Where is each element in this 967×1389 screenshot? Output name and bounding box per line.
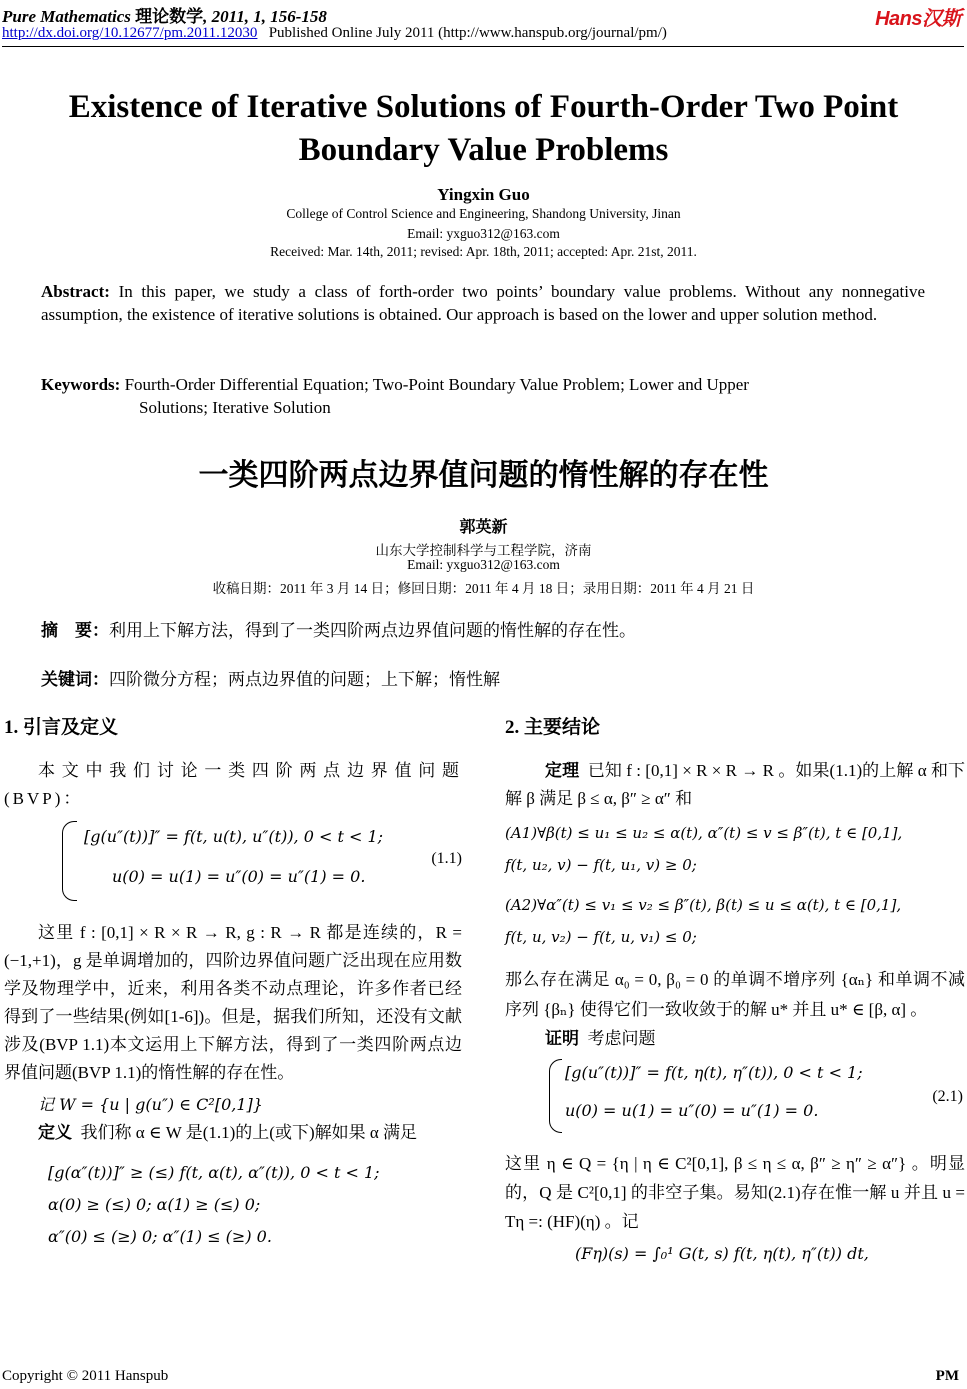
condition-a2-line2: f(t, u, v₂) − f(t, u, v₁) ≤ 0; xyxy=(505,928,697,946)
footer-copyright: Copyright © 2011 Hanspub xyxy=(2,1368,169,1384)
abstract-text: In this paper, we study a class of forth-order two points’ boundary value problems. Without any nonnegative assumption, the existence of iterative solutions is obtained. Our approach is based on the lower and upper solution method. xyxy=(41,282,926,324)
author-cn: 郭英新 xyxy=(459,519,508,536)
section1-heading: 1. 引言及定义 xyxy=(4,717,119,738)
definition xyxy=(4,1119,462,1147)
proof-label: 证明 xyxy=(545,1029,579,1048)
email-en: Email: yxguo312@163.com xyxy=(407,226,560,241)
author-en: Yingxin Guo xyxy=(437,185,530,204)
keywords-en xyxy=(41,373,925,419)
abstract-cn-text: 利用上下解方法，得到了一类四阶两点边界值问题的惰性解的存在性。 xyxy=(109,621,636,640)
section2-body xyxy=(505,757,965,1268)
abstract-cn xyxy=(41,616,636,641)
header-rule xyxy=(2,46,964,47)
doi-link[interactable]: http://dx.doi.org/10.12677/pm.2011.12030 xyxy=(2,25,258,41)
ineq-line2: α(0) ≥ (≤) 0; α(1) ≥ (≤) 0; xyxy=(48,1195,261,1214)
proof xyxy=(505,1025,965,1053)
affiliation-cn: 山东大学控制科学与工程学院，济南 xyxy=(375,543,592,558)
eq11-brace xyxy=(62,821,77,901)
keywords-cn-label: 关键词： xyxy=(41,670,109,689)
ineq-line3: α″(0) ≤ (≥) 0; α″(1) ≤ (≥) 0. xyxy=(48,1227,272,1246)
section1-body xyxy=(4,757,462,1255)
definition-inequalities xyxy=(4,1159,462,1255)
title-en-text: Existence of Iterative Solutions of Fourth-Order Two Point Boundary Value Problems xyxy=(68,89,899,168)
q-definition: 这里 η ∈ Q = {η | η ∈ C²[0,1], β ≤ η ≤ α, β″ ≥ η″ ≥ α″} 。明显的，Q 是 C²[0,1] 的非空子集。易知(2.1)存在惟一解 u 并且 u = Tη =: (HF)(η) 。记 xyxy=(505,1154,965,1231)
abstract-cn-label: 摘 要： xyxy=(41,621,109,640)
definition-label: 定义 xyxy=(38,1123,72,1142)
footer-journal: PM xyxy=(935,1368,959,1384)
keywords-line2: Solutions; Iterative Solution xyxy=(139,398,331,417)
eq21-number: (2.1) xyxy=(932,1088,963,1105)
received-cn: 收稿日期：2011 年 3 月 14 日；修回日期：2011 年 4 月 18 日；录用日期：2011 年 4 月 21 日 xyxy=(212,581,755,596)
eq11-number: (1.1) xyxy=(431,850,462,867)
affiliation-en: College of Control Science and Engineering, Shandong University, Jinan xyxy=(286,206,681,221)
section1-intro: 本文中我们讨论一类四阶两点边界值问题(BVP)： xyxy=(4,761,462,808)
eq21-line2: u(0) = u(1) = u″(0) = u″(1) = 0. xyxy=(565,1101,819,1120)
condition-a2-line1: (A2)∀α″(t) ≤ v₁ ≤ v₂ ≤ β″(t), β(t) ≤ u ≤ α(t), t ∈ [0,1], xyxy=(505,896,902,914)
theorem-conclusion: 那么存在满足 α₀ = 0, β₀ = 0 的单调不增序列 {αₙ} 和单调不减序列 {βₙ} 使得它们一致收敛于的解 u* 并且 u* ∈ [β, α] 。 xyxy=(505,970,965,1019)
paper-title-cn: 一类四阶两点边界值问题的惰性解的存在性 xyxy=(198,458,769,493)
eq21-brace xyxy=(549,1059,562,1133)
eq11-line2: u(0) = u(1) = u″(0) = u″(1) = 0. xyxy=(112,867,366,886)
section2-heading: 2. 主要结论 xyxy=(505,717,601,738)
equation-2-1 xyxy=(505,1057,965,1141)
email-cn: Email: yxguo312@163.com xyxy=(407,557,560,572)
paper-title-en xyxy=(0,86,967,172)
keywords-label: Keywords: xyxy=(41,375,121,394)
abstract-en xyxy=(41,280,925,326)
received-en: Received: Mar. 14th, 2011; revised: Apr. 18th, 2011; accepted: Apr. 21st, 2011. xyxy=(270,244,697,259)
keywords-line1: Fourth-Order Differential Equation; Two-Point Boundary Value Problem; Lower and Upper xyxy=(124,375,749,394)
theorem-label: 定理 xyxy=(545,761,580,780)
equation-1-1 xyxy=(4,819,462,907)
doi-line xyxy=(2,25,667,42)
condition-a1-line1: (A1)∀β(t) ≤ u₁ ≤ u₂ ≤ α(t), α″(t) ≤ v ≤ β″(t), t ∈ [0,1], xyxy=(505,824,903,842)
definition-text: 我们称 α ∈ W 是(1.1)的上(或下)解如果 α 满足 xyxy=(80,1123,418,1142)
ineq-line1: [g(α″(t))]″ ≥ (≤) f(t, α(t), α″(t)), 0 < t < 1; xyxy=(48,1163,380,1182)
keywords-cn-text: 四阶微分方程；两点边界值的问题；上下解；惰性解 xyxy=(109,670,500,689)
eq11-line1: [g(u″(t))]″ = f(t, u(t), u″(t)), 0 < t < 1; xyxy=(84,827,384,846)
f-definition: (Fη)(s) = ∫₀¹ G(t, s) f(t, η(t), η″(t)) dt, xyxy=(575,1244,869,1263)
journal-name-cn: 理论数学 xyxy=(135,7,204,26)
theorem xyxy=(505,757,965,813)
theorem-text: 已知 f : [0,1] × R × R → R 。如果(1.1)的上解 α 和下解 β 满足 β ≤ α, β″ ≥ α″ 和 xyxy=(505,761,966,808)
abstract-label: Abstract: xyxy=(41,282,110,301)
journal-issue: , 2011, 1, 156-158 xyxy=(203,7,327,26)
w-definition: 记 W = {u | g(u″) ∈ C²[0,1]} xyxy=(38,1095,263,1114)
journal-header xyxy=(2,2,327,27)
proof-text: 考虑问题 xyxy=(587,1029,656,1048)
published-line: Published Online July 2011 (http://www.hanspub.org/journal/pm/) xyxy=(268,25,667,41)
section1-para1: 这里 f : [0,1] × R × R → R, g : R → R 都是连续的，R = (−1,+1)，g 是单调增加的，四阶边界值问题广泛出现在应用数学及物理学中，近来，利用各类不动点理论，许多作者已经得到了一些结果(例如[1-6])。但是，据我们所知，还没有文献涉及(BVP 1.1)本文运用上下解方法，得到了一类四阶两点边界值问题(BVP 1.1)的惰性解的存在性。 xyxy=(4,923,462,1082)
journal-name: Pure Mathematics xyxy=(2,7,131,26)
keywords-cn xyxy=(41,665,500,690)
condition-a1-line2: f(t, u₂, v) − f(t, u₁, v) ≥ 0; xyxy=(505,856,697,874)
eq21-line1: [g(u″(t))]″ = f(t, η(t), η″(t)), 0 < t < 1; xyxy=(565,1063,863,1082)
hans-logo: Hans汉斯 xyxy=(875,8,961,30)
